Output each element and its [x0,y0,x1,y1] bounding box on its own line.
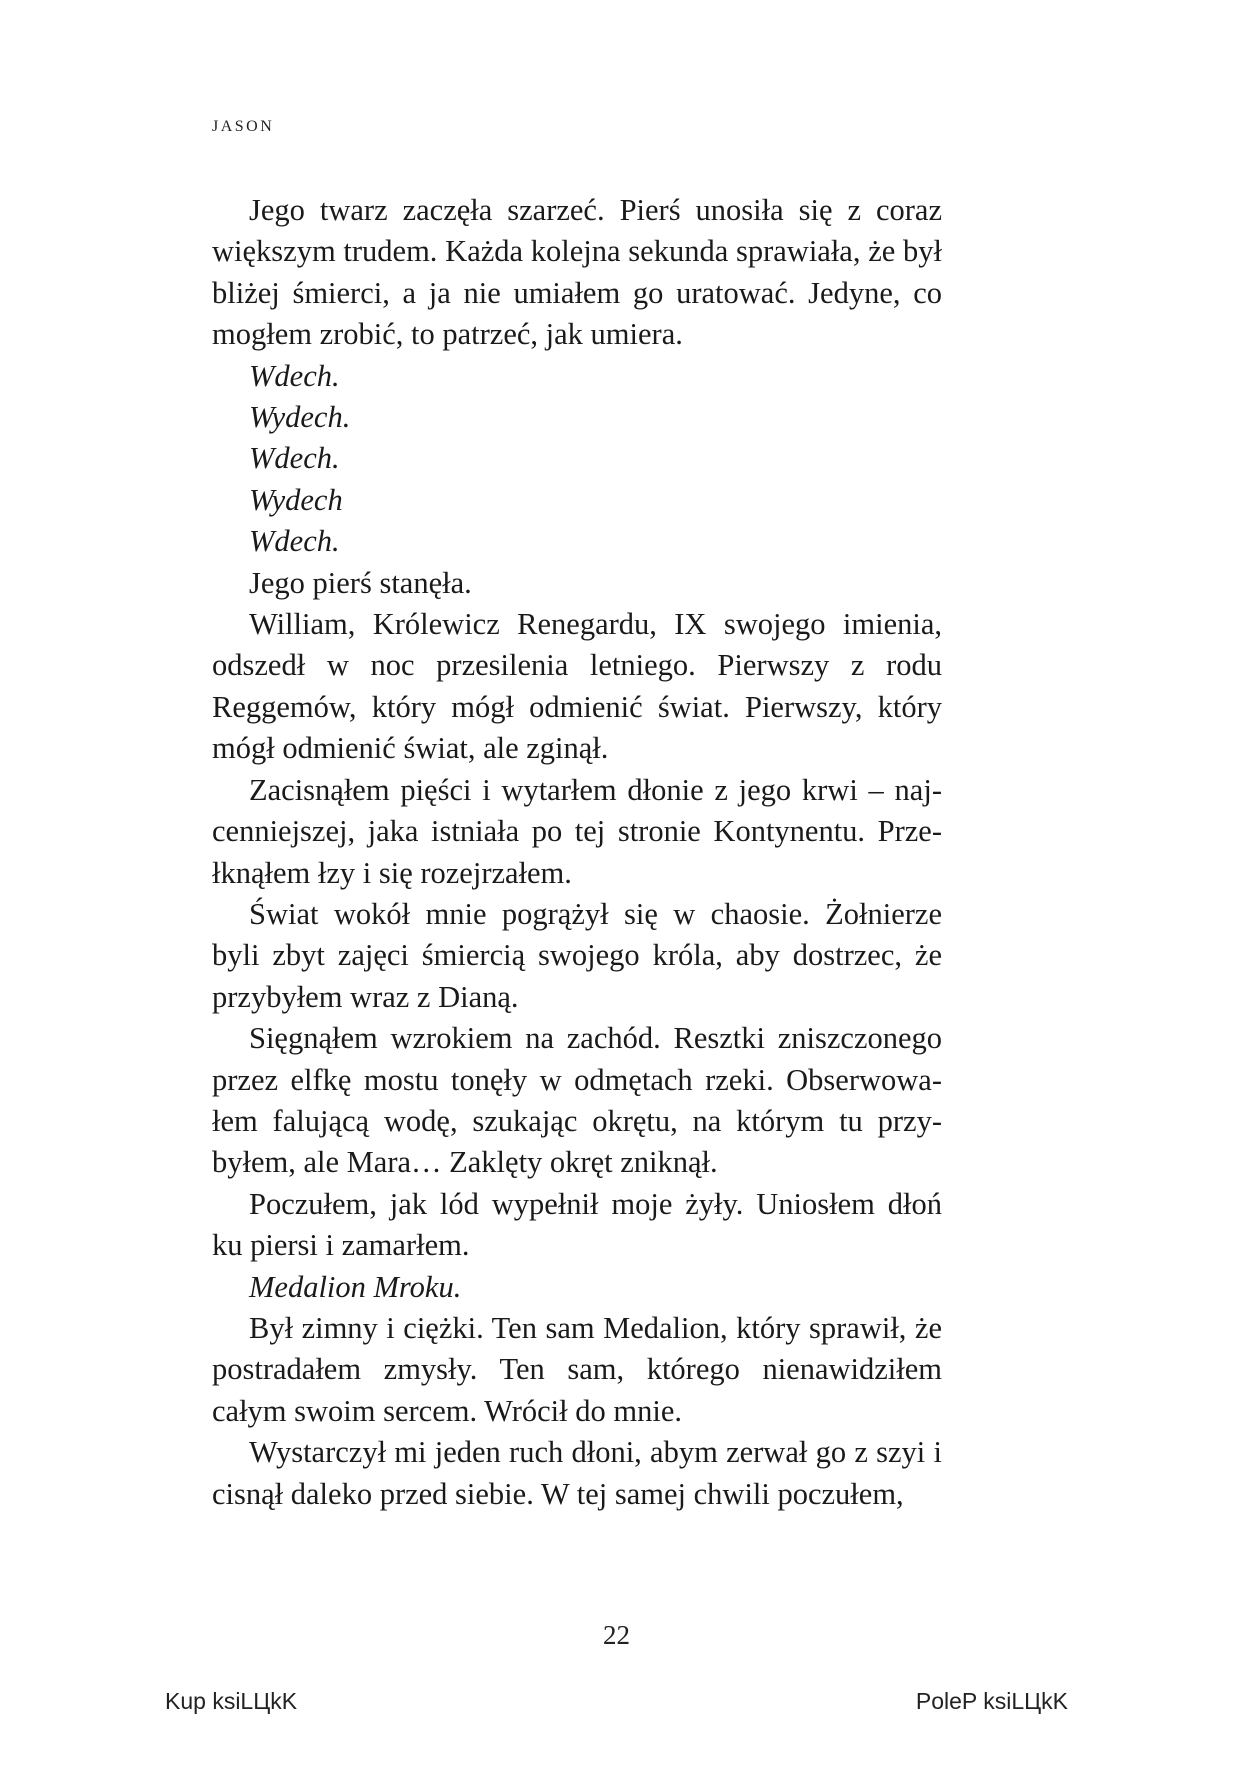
body-text [212,190,942,1515]
paragraph: Wydech [249,482,343,517]
paragraph: Wydech. [249,400,351,435]
paragraph: Jego twarz zaczęła szarzeć. Pierś unosiła się z coraz większym trudem. Każda kolejna sekunda sprawiała, że był bliżej śmierci, a ja nie umiałem go uratować. Jedyne, co mogłem zrobić, to patrzeć, jak umiera. [212,193,942,352]
running-head: JASON [212,118,275,135]
paragraph: Wdech. [249,441,340,476]
buy-book-link[interactable]: Kup ksiLЦkK [165,1688,298,1714]
paragraph: Poczułem, jak lód wypełnił moje żyły. Uniosłem dłoń ku piersi i zamarłem. [212,1186,942,1263]
paragraph: Medalion Mroku. [249,1269,462,1304]
paragraph: Wdech. [249,524,340,559]
paragraph: Jego pierś stanęła. [249,565,472,600]
paragraph: Wdech. [249,358,340,393]
paragraph: Był zimny i ciężki. Ten sam Medalion, który sprawił, że postradałem zmysły. Ten sam, którego nienawidziłem całym swoim sercem. Wrócił do mnie. [212,1310,942,1428]
recommend-book-link[interactable]: PoleP ksiLЦkK [915,1688,1068,1714]
paragraph: William, Królewicz Renegardu, IX swojego imienia, odszedł w noc przesilenia letniego. Pierwszy z rodu Reggemów, który mógł odmienić świat. Pierwszy, który mógł odmienić świat, ale zginął. [212,607,942,766]
paragraph: Wystarczył mi jeden ruch dłoni, abym zerwał go z szyi i cisnął daleko przed siebie. W tej samej chwili poczułem, [212,1435,942,1511]
paragraph: Świat wokół mnie pogrążył się w chaosie. Żołnierze byli zbyt zajęci śmiercią swojego króla, aby dostrzec, że przybyłem wraz z Dianą. [212,896,942,1014]
paragraph: Zacisnąłem pięści i wytarłem dłonie z jego krwi – najcenniejszej, jaka istniała po tej stronie Kontynentu. Przełknąłem łzy i się rozejrzałem. [212,772,942,890]
paragraph: Sięgnąłem wzrokiem na zachód. Resztki zniszczonego przez elfkę mostu tonęły w odmętach rzeki. Obserwowałem falującą wodę, szukając okrętu, na którym tu przybyłem, ale Mara… Zaklęty okręt zniknął. [212,1021,942,1180]
page-number: 22 [603,1620,630,1650]
